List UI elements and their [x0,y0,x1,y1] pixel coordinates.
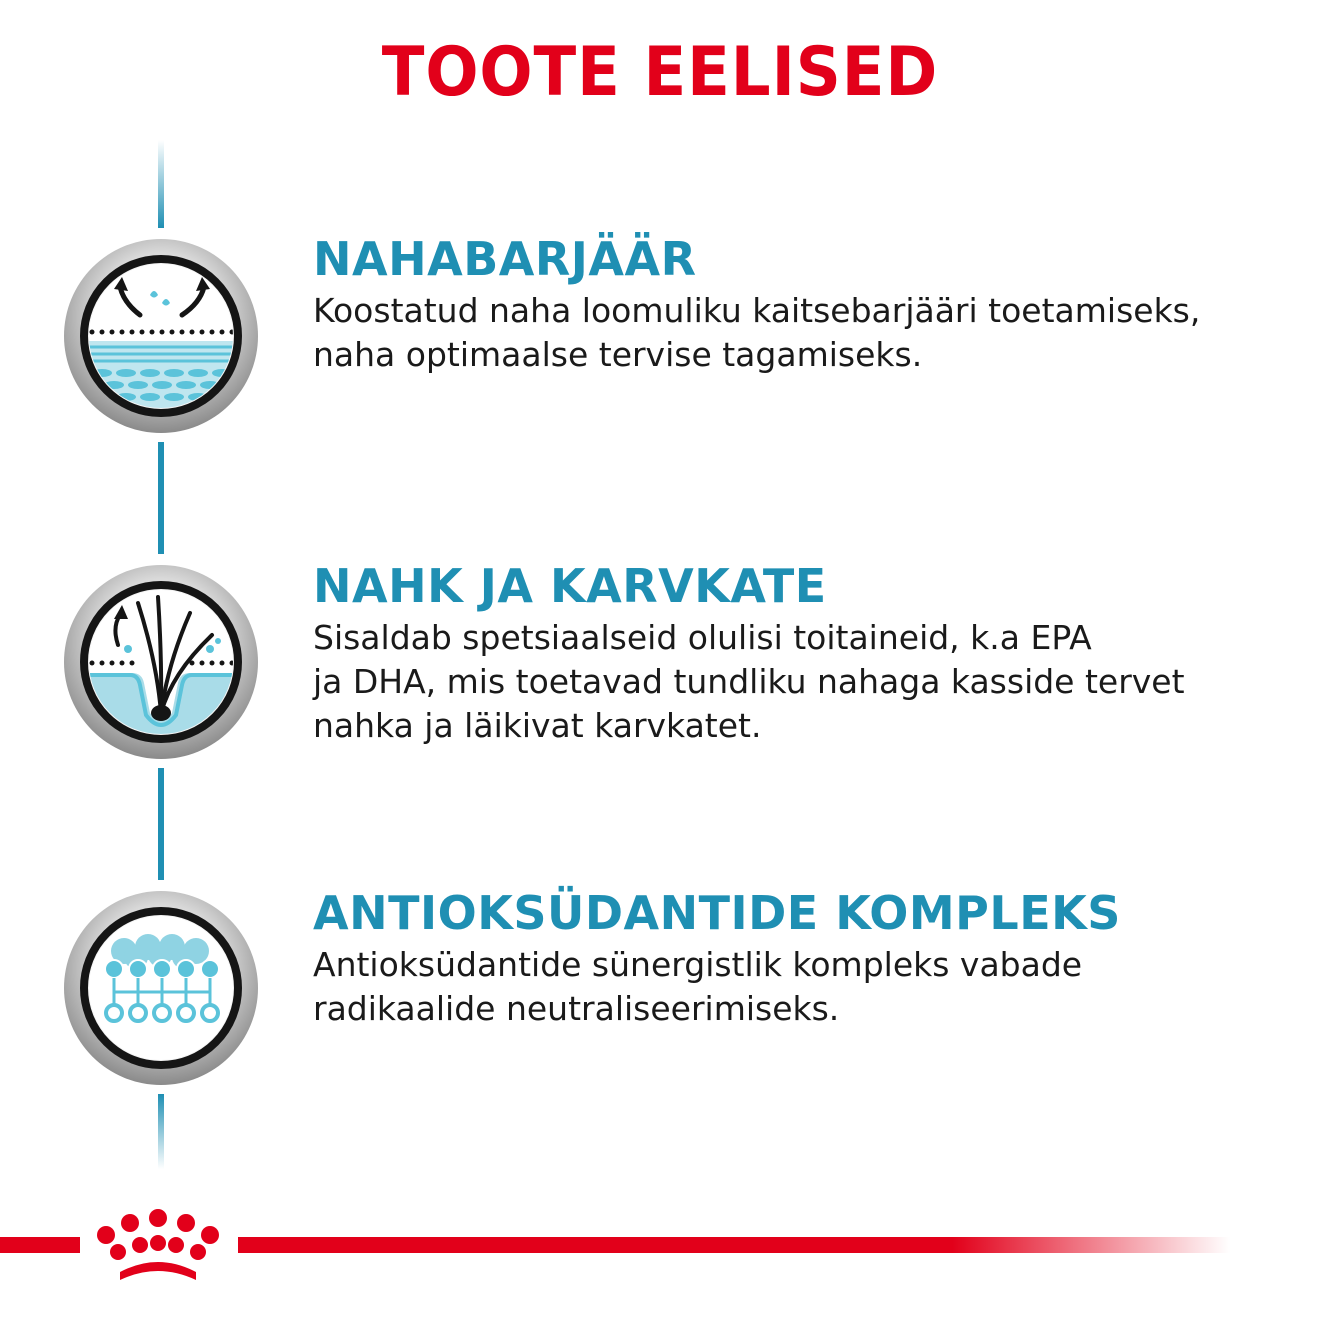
benefit-text: Sisaldab spetsiaalseid olulisi toitaineid, k.a EPA ja DHA, mis toetavad tundliku nahaga kasside tervet nahka ja läikivat karvkatet. [313,618,1185,745]
timeline-segment [158,442,164,554]
timeline-segment [158,140,164,228]
antioxidant-complex-icon [62,889,260,1087]
footer-line-right [238,1237,1230,1253]
skin-barrier-icon [62,237,260,435]
benefit-text: Antioksüdantide sünergistlik kompleks vabade radikaalide neutraliseerimiseks. [313,945,1083,1028]
royal-crown-logo [97,1209,219,1280]
benefit-heading: NAHK JA KARVKATE [313,559,827,613]
skin-and-coat-icon [62,563,260,761]
page-title: TOOTE EELISED [381,33,939,112]
benefit-skin-and-coat [313,558,1293,748]
benefit-heading: ANTIOKSÜDANTIDE KOMPLEKS [313,886,1121,940]
footer-brand-bar [0,1200,1320,1290]
benefit-skin-barrier [313,231,1293,377]
benefit-heading: NAHABARJÄÄR [313,232,697,286]
benefit-antioxidant-complex [313,885,1293,1031]
timeline-segment [158,1094,164,1169]
benefit-text: Koostatud naha loomuliku kaitsebarjääri toetamiseks, naha optimaalse tervise tagamiseks. [313,291,1201,374]
timeline-segment [158,768,164,880]
footer-line-left [0,1237,80,1253]
